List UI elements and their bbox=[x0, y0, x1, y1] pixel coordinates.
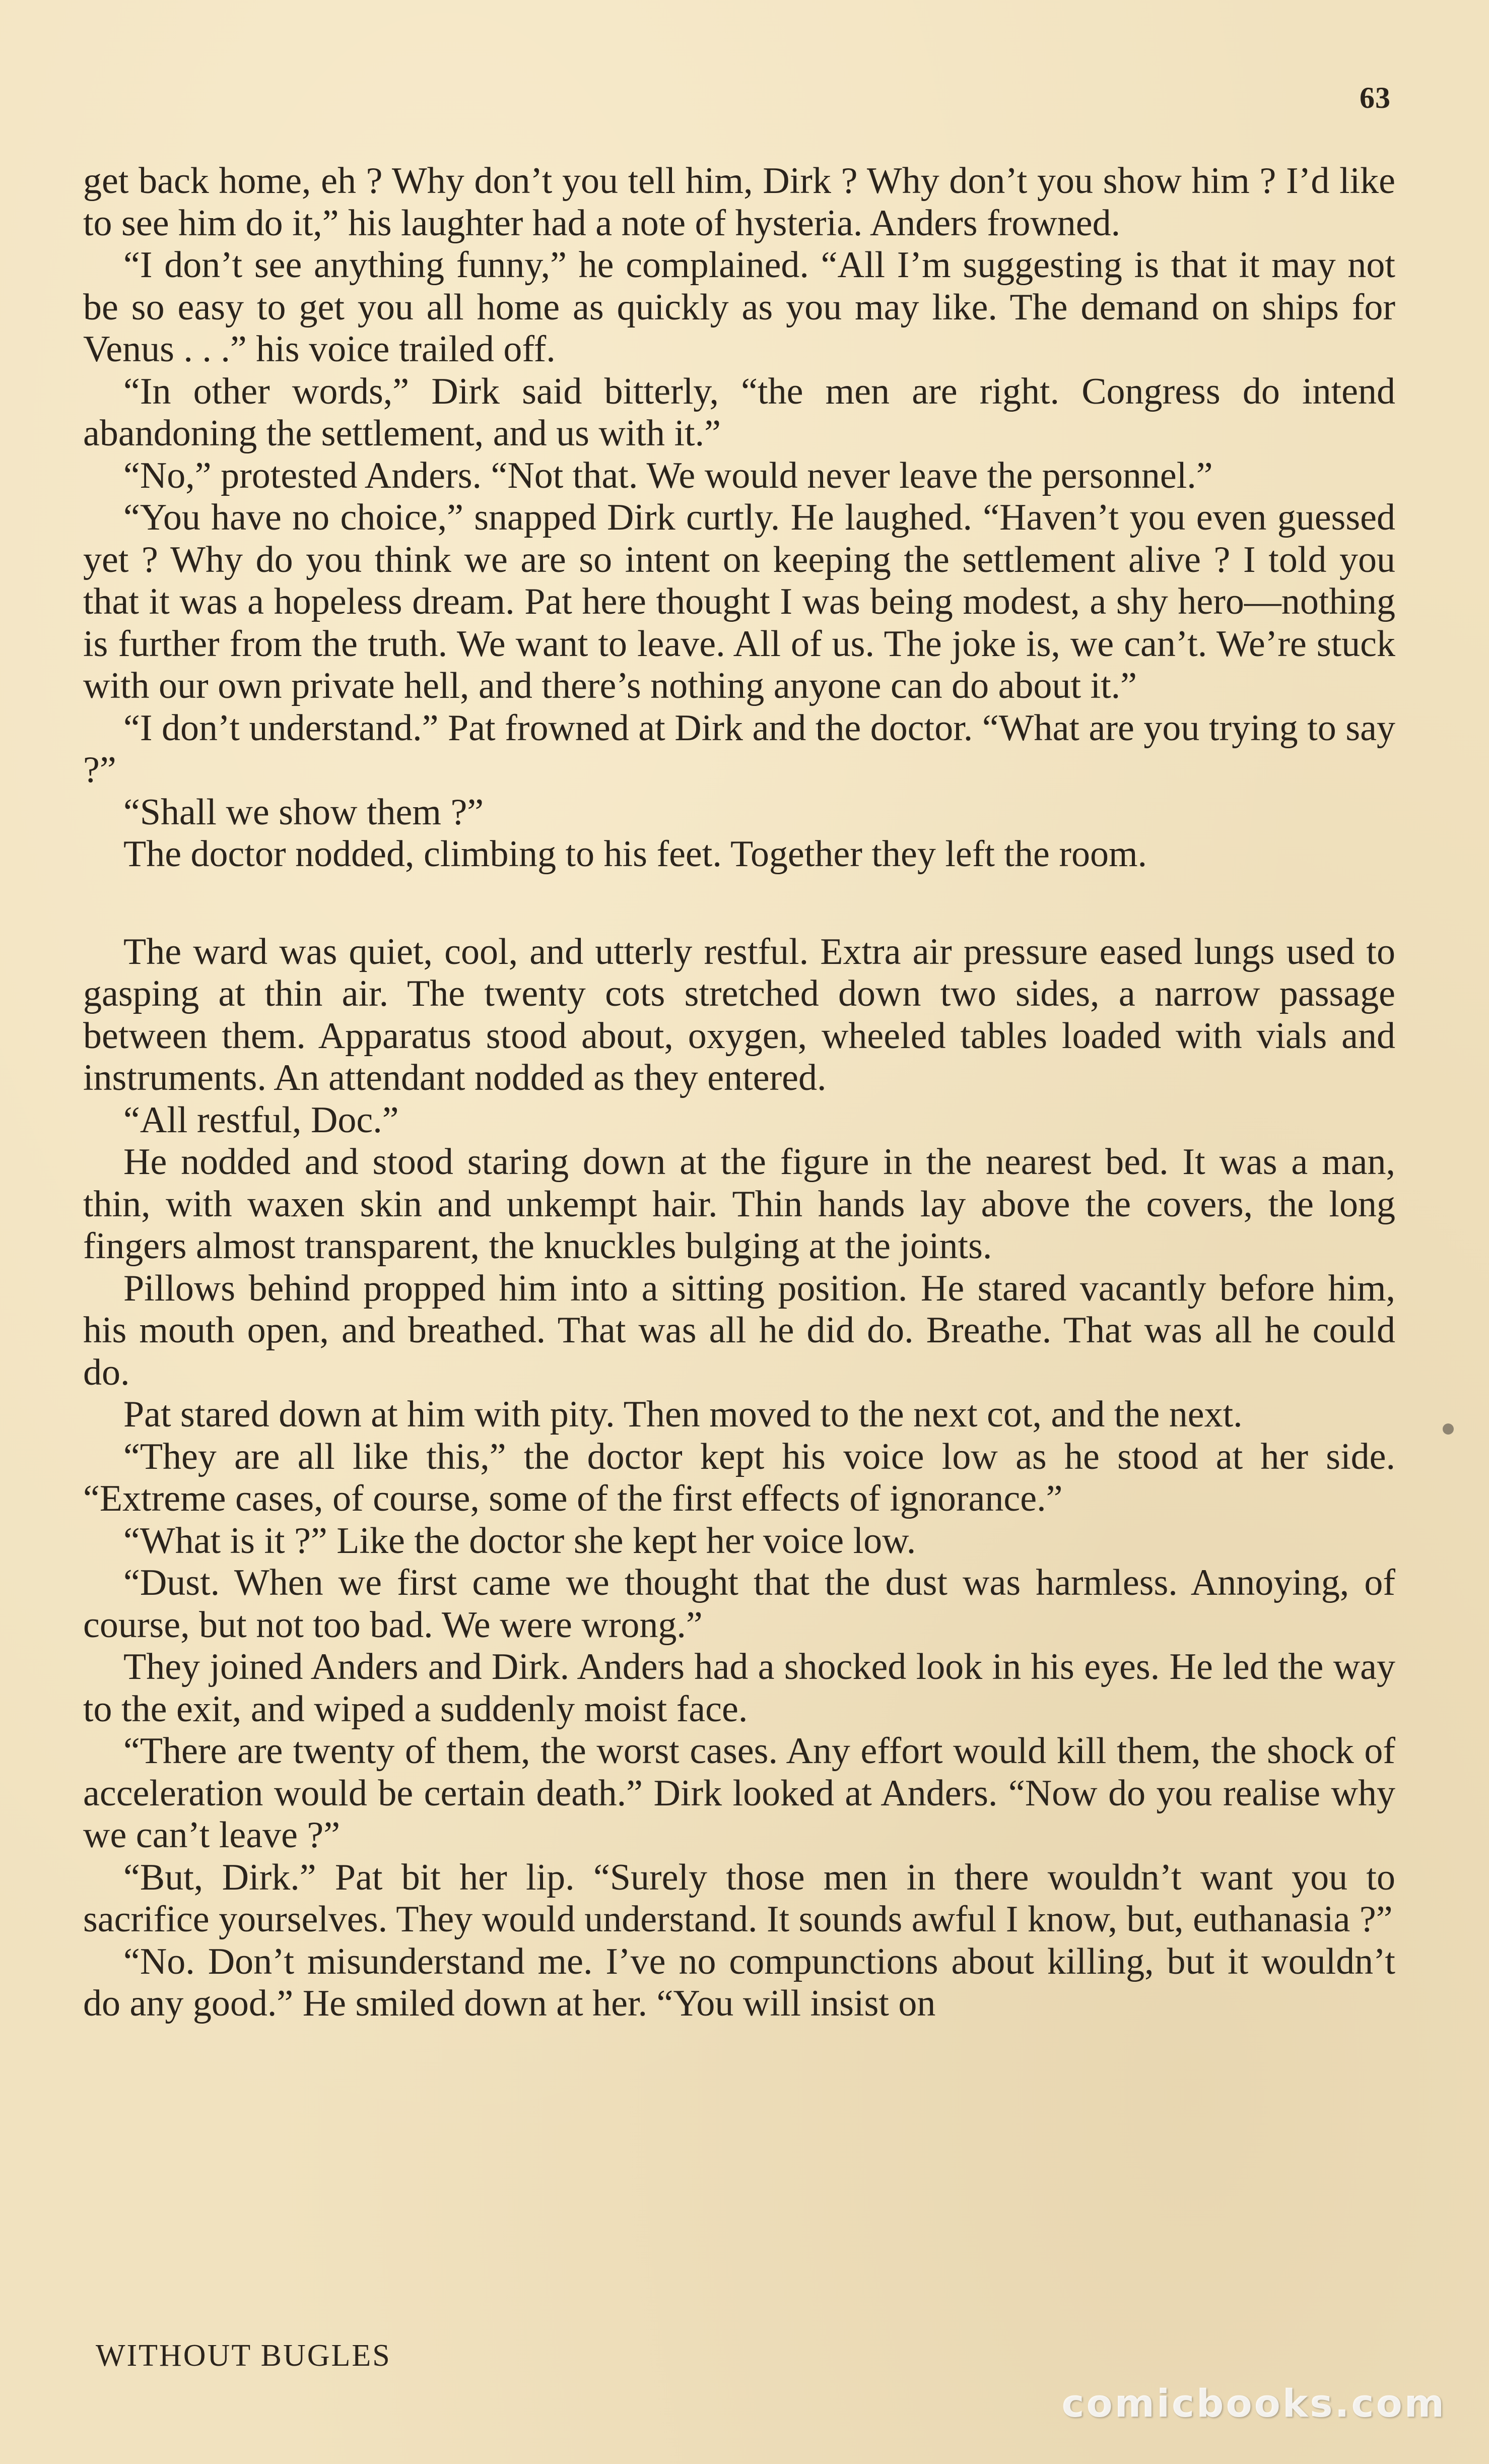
paragraph: He nodded and stood staring down at the figure in the nearest bed. It was a man, thin, with waxen skin and unkempt hair. Thin hands lay above the covers, the long fingers almost transparent, the knuckles bulging at the joints. bbox=[83, 1141, 1395, 1267]
paragraph: “What is it ?” Like the doctor she kept her voice low. bbox=[123, 1520, 916, 1562]
body-text bbox=[83, 160, 1395, 2025]
paragraph: get back home, eh ? Why don’t you tell him, Dirk ? Why don’t you show him ? I’d like to see him do it,” his laughter had a note of hysteria. Anders frowned. bbox=[83, 160, 1395, 244]
running-footer-title: WITHOUT BUGLES bbox=[96, 2339, 391, 2373]
paragraph: “No,” protested Anders. “Not that. We would never leave the personnel.” bbox=[123, 455, 1213, 496]
paper-speck bbox=[1443, 1423, 1454, 1435]
paragraph: “You have no choice,” snapped Dirk curtly. He laughed. “Haven’t you even guessed yet ? Why do you think we are so intent on keeping the settlement alive ? I told you that it was a hopeless dream. Pat here thought I was being modest, a shy hero—nothing is further from the truth. We want to leave. All of us. The joke is, we can’t. We’re stuck with our own private hell, and there’s nothing anyone can do about it.” bbox=[83, 497, 1395, 706]
paragraph: Pat stared down at him with pity. Then moved to the next cot, and the next. bbox=[123, 1394, 1243, 1435]
paragraph: “No. Don’t misunderstand me. I’ve no compunctions about killing, but it wouldn’t do any good.” He smiled down at her. “You will insist on bbox=[83, 1940, 1395, 2024]
section-break bbox=[83, 876, 1395, 931]
paragraph: “In other words,” Dirk said bitterly, “the men are right. Congress do intend abandoning the settlement, and us with it.” bbox=[83, 370, 1395, 454]
paragraph: The doctor nodded, climbing to his feet. Together they left the room. bbox=[123, 833, 1147, 875]
paragraph: “But, Dirk.” Pat bit her lip. “Surely those men in there wouldn’t want you to sacrifice yourselves. They would understand. It sounds awful I know, but, euthanasia ?” bbox=[83, 1856, 1395, 1940]
paragraph: “I don’t understand.” Pat frowned at Dirk and the doctor. “What are you trying to say ?” bbox=[83, 707, 1395, 791]
site-watermark: comicbooks.com bbox=[1061, 2381, 1446, 2426]
paragraph: “They are all like this,” the doctor kept his voice low as he stood at her side. “Extreme cases, of course, some of the first effects of ignorance.” bbox=[83, 1436, 1395, 1519]
paragraph: “Dust. When we first came we thought that the dust was harmless. Annoying, of course, but not too bad. We were wrong.” bbox=[83, 1562, 1395, 1646]
paragraph: They joined Anders and Dirk. Anders had a shocked look in his eyes. He led the way to the exit, and wiped a suddenly moist face. bbox=[83, 1646, 1395, 1730]
paragraph: Pillows behind propped him into a sitting position. He stared vacantly before him, his mouth open, and breathed. That was all he did do. Breathe. That was all he could do. bbox=[83, 1267, 1395, 1393]
paragraph: “All restful, Doc.” bbox=[123, 1099, 399, 1141]
paragraph: “Shall we show them ?” bbox=[123, 791, 484, 833]
paragraph: “I don’t see anything funny,” he complained. “All I’m suggesting is that it may not be so easy to get you all home as quickly as you may like. The demand on ships for Venus . . .” his voice trailed off. bbox=[83, 244, 1395, 370]
paragraph: The ward was quiet, cool, and utterly restful. Extra air pressure eased lungs used to gasping at thin air. The twenty cots stretched down two sides, a narrow passage between them. Apparatus stood about, oxygen, wheeled tables loaded with vials and instruments. An attendant nodded as they entered. bbox=[83, 931, 1395, 1098]
page-number: 63 bbox=[1360, 81, 1391, 114]
paragraph: “There are twenty of them, the worst cases. Any effort would kill them, the shock of acceleration would be certain death.” Dirk looked at Anders. “Now do you realise why we can’t leave ?” bbox=[83, 1730, 1395, 1856]
